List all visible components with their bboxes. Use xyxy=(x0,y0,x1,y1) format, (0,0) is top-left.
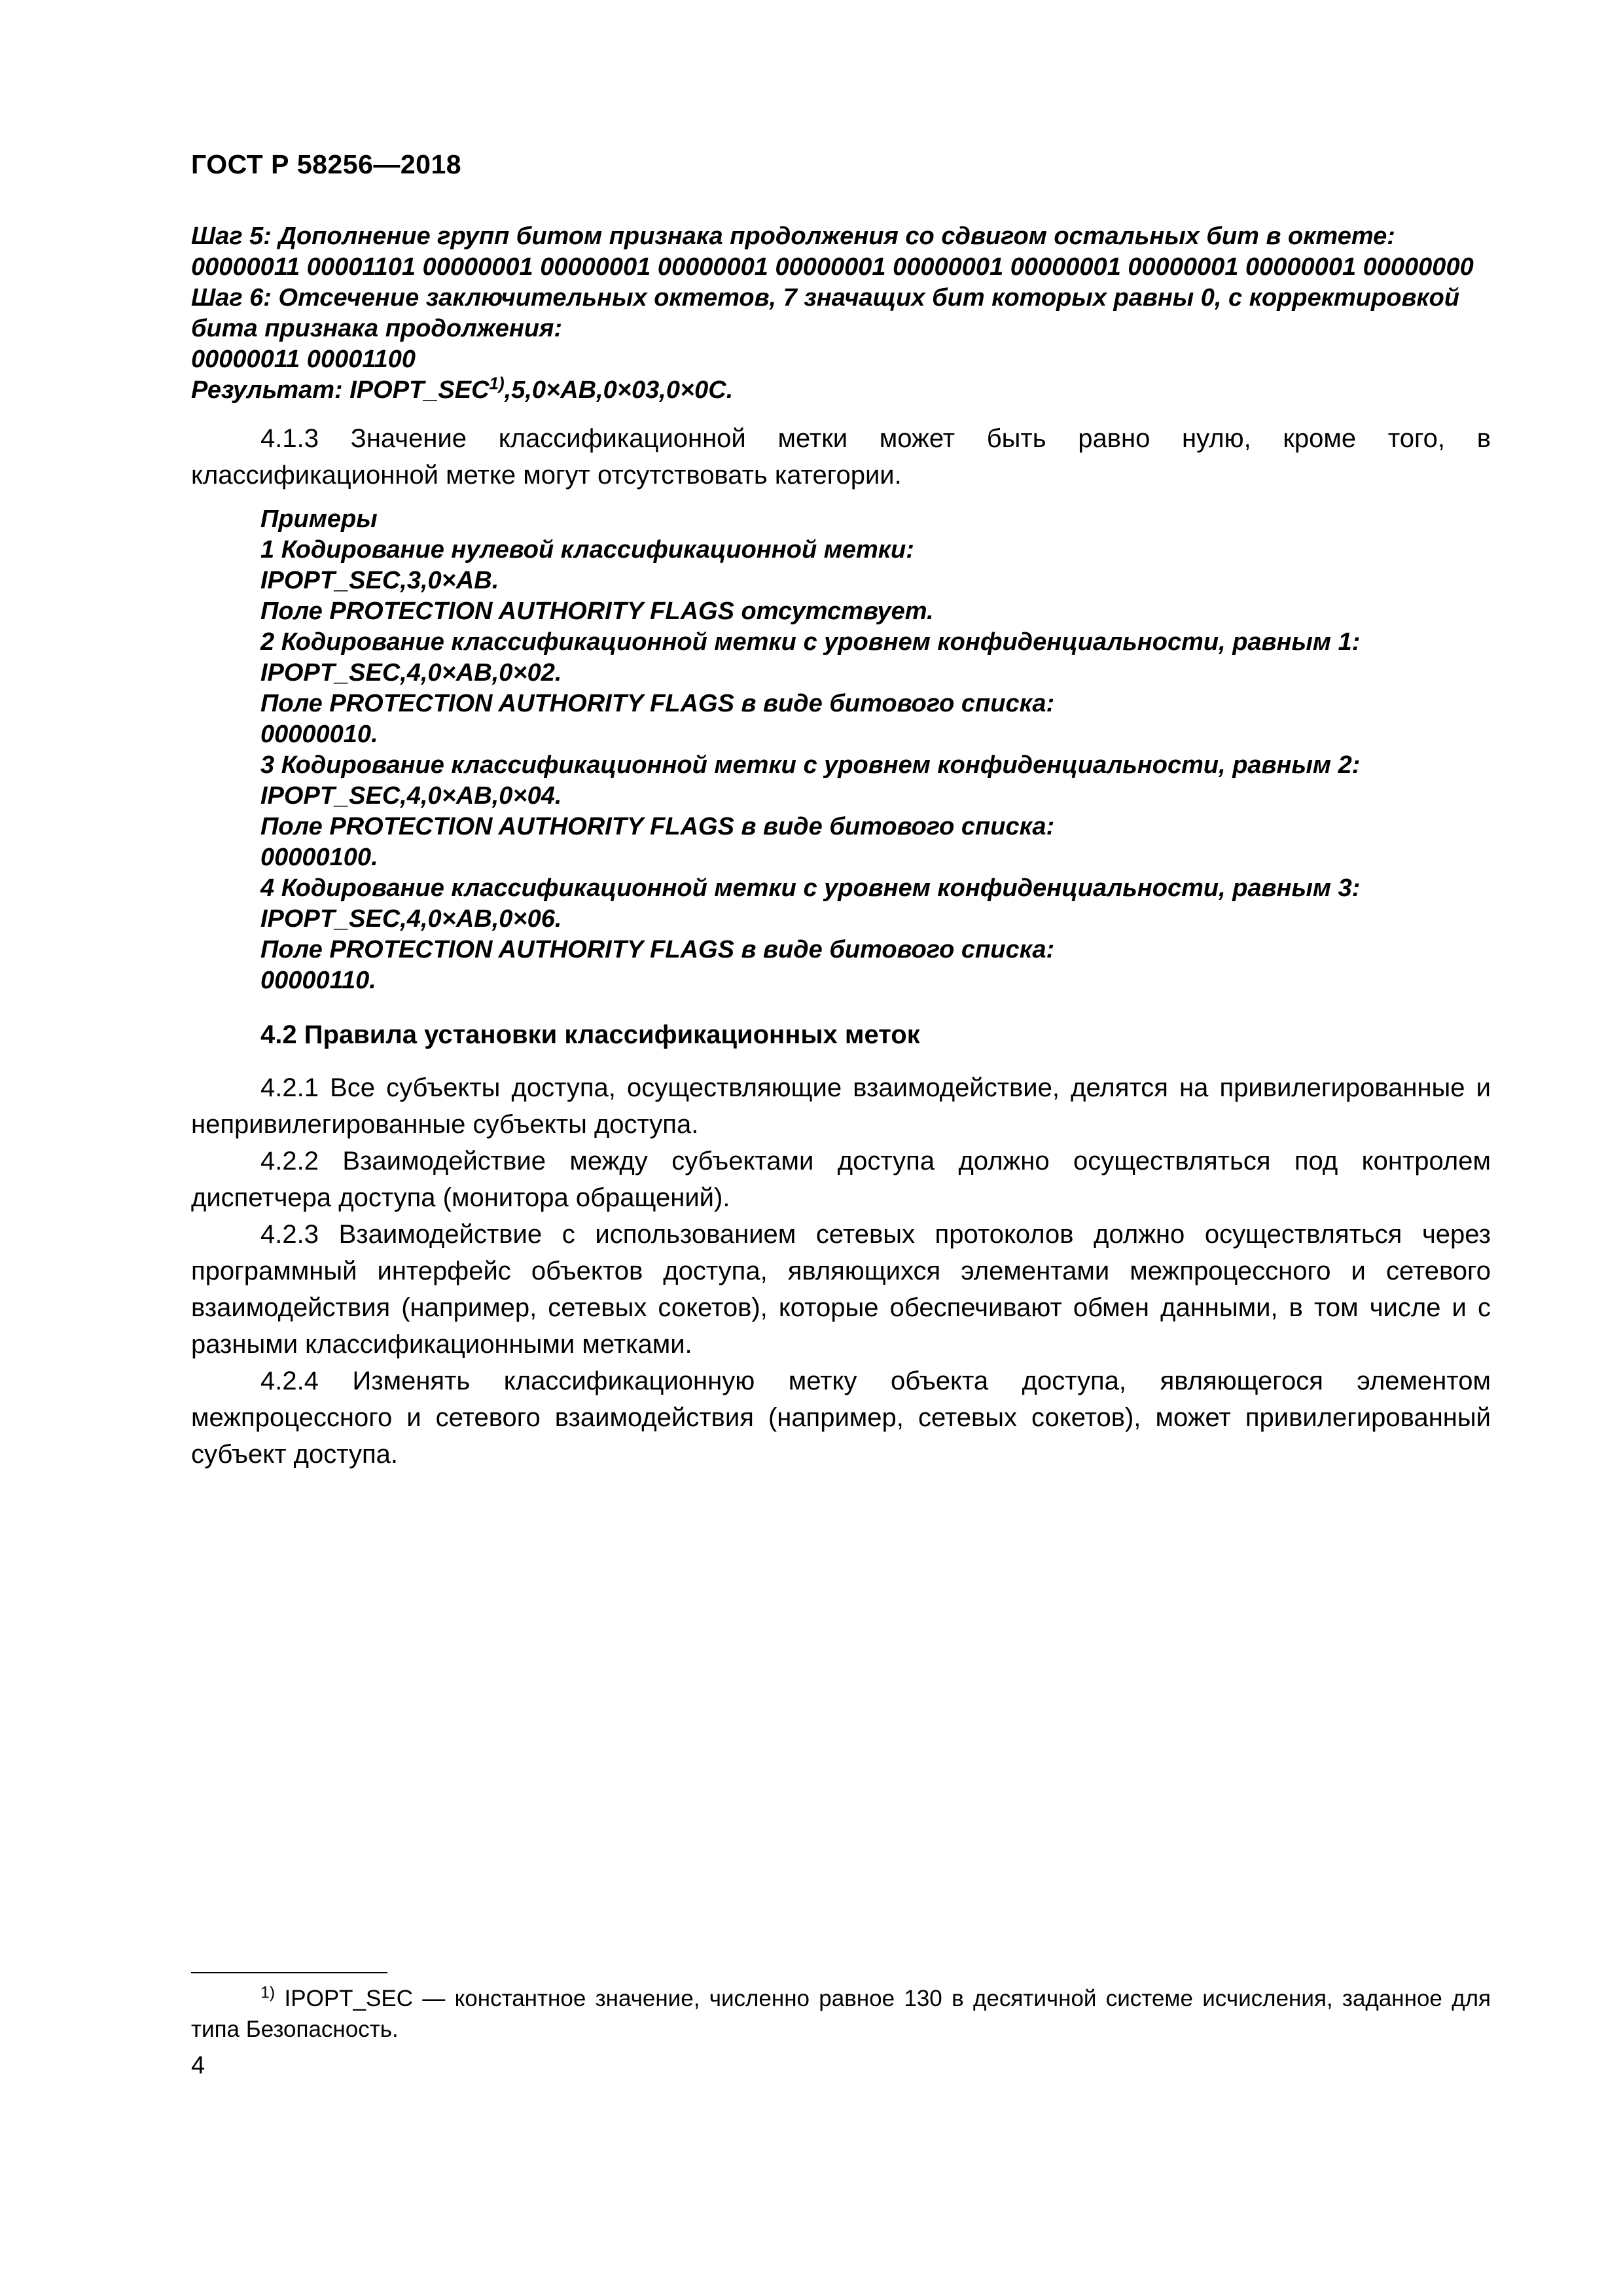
example-line: IPOPT_SEC,3,0×AB. xyxy=(260,567,499,594)
document-header: ГОСТ Р 58256—2018 xyxy=(191,149,462,179)
paragraph-4-2-4: 4.2.4 Изменять классификационную метку объекта доступа, являющегося элементом межпроцессного и сетевого взаимодействия (например, сетевых сокетов), может привилегированный субъект доступа. xyxy=(191,1367,1491,1469)
example-line: Поле PROTECTION AUTHORITY FLAGS отсутствует. xyxy=(260,598,934,625)
encoding-steps xyxy=(191,221,1491,406)
example-line: Поле PROTECTION AUTHORITY FLAGS в виде битового списка: xyxy=(260,813,1055,840)
example-line: 3 Кодирование классификационной метки с уровнем конфиденциальности, равным 2: xyxy=(260,751,1361,779)
step5-bits: 00000011 00001101 00000001 00000001 00000001 00000001 00000001 00000001 00000001 00000001 00000000 xyxy=(191,253,1474,281)
page-content xyxy=(191,221,1491,1473)
example-line: 00000100. xyxy=(260,844,378,871)
paragraph-4-2-2: 4.2.2 Взаимодействие между субъектами доступа должно осуществляться под контролем диспетчера доступа (монитора обращений). xyxy=(191,1147,1491,1212)
footnote-divider xyxy=(191,1972,387,1973)
step-result xyxy=(191,375,1491,406)
footnote-reference: 1) xyxy=(489,373,505,393)
example-line: Поле PROTECTION AUTHORITY FLAGS в виде битового списка: xyxy=(260,690,1055,717)
result-label: Результат: IPOPT_SEC xyxy=(191,376,490,404)
example-line: IPOPT_SEC,4,0×AB,0×06. xyxy=(260,905,562,933)
examples-title: Примеры xyxy=(260,505,378,533)
footnote-mark: 1) xyxy=(260,1983,276,2002)
step5-title: Шаг 5: Дополнение групп битом признака продолжения со сдвигом остальных бит в октете: xyxy=(191,223,1395,250)
example-line: 2 Кодирование классификационной метки с уровнем конфиденциальности, равным 1: xyxy=(260,628,1361,656)
examples-block xyxy=(260,504,1491,996)
example-line: 4 Кодирование классификационной метки с уровнем конфиденциальности, равным 3: xyxy=(260,874,1361,902)
example-line: IPOPT_SEC,4,0×AB,0×04. xyxy=(260,782,562,810)
page-number: 4 xyxy=(191,2052,205,2079)
example-line: IPOPT_SEC,4,0×AB,0×02. xyxy=(260,659,562,687)
paragraph-4-2-1: 4.2.1 Все субъекты доступа, осуществляющие взаимодействие, делятся на привилегированные и непривилегированные субъекты доступа. xyxy=(191,1073,1491,1139)
step6-bits: 00000011 00001100 xyxy=(191,346,416,373)
section-heading-4-2: 4.2 Правила установки классификационных меток xyxy=(260,1020,920,1049)
example-line: 00000010. xyxy=(260,721,378,748)
example-line: Поле PROTECTION AUTHORITY FLAGS в виде битового списка: xyxy=(260,936,1055,963)
footnote xyxy=(191,1983,1491,2045)
footnote-text: IPOPT_SEC — константное значение, численно равное 130 в десятичной системе исчисления, заданное для типа Безопасность. xyxy=(191,1986,1491,2042)
step6-title: Шаг 6: Отсечение заключительных октетов, 7 значащих бит которых равны 0, с корректировкой бита признака продолжения: xyxy=(191,284,1460,342)
result-value: ,5,0×AB,0×03,0×0C. xyxy=(504,376,734,404)
example-line: 1 Кодирование нулевой классификационной метки: xyxy=(260,536,914,564)
paragraph-4-1-3: 4.1.3 Значение классификационной метки может быть равно нулю, кроме того, в классификационной метке могут отсутствовать категории. xyxy=(191,424,1491,490)
example-line: 00000110. xyxy=(260,967,376,994)
paragraph-4-2-3: 4.2.3 Взаимодействие с использованием сетевых протоколов должно осуществляться через программный интерфейс объектов доступа, являющихся элементами межпроцессного и сетевого взаимодействия (например, сетевых сокетов), которые обеспечивают обмен данными, в том числе и с разными классификационными метками. xyxy=(191,1220,1491,1359)
